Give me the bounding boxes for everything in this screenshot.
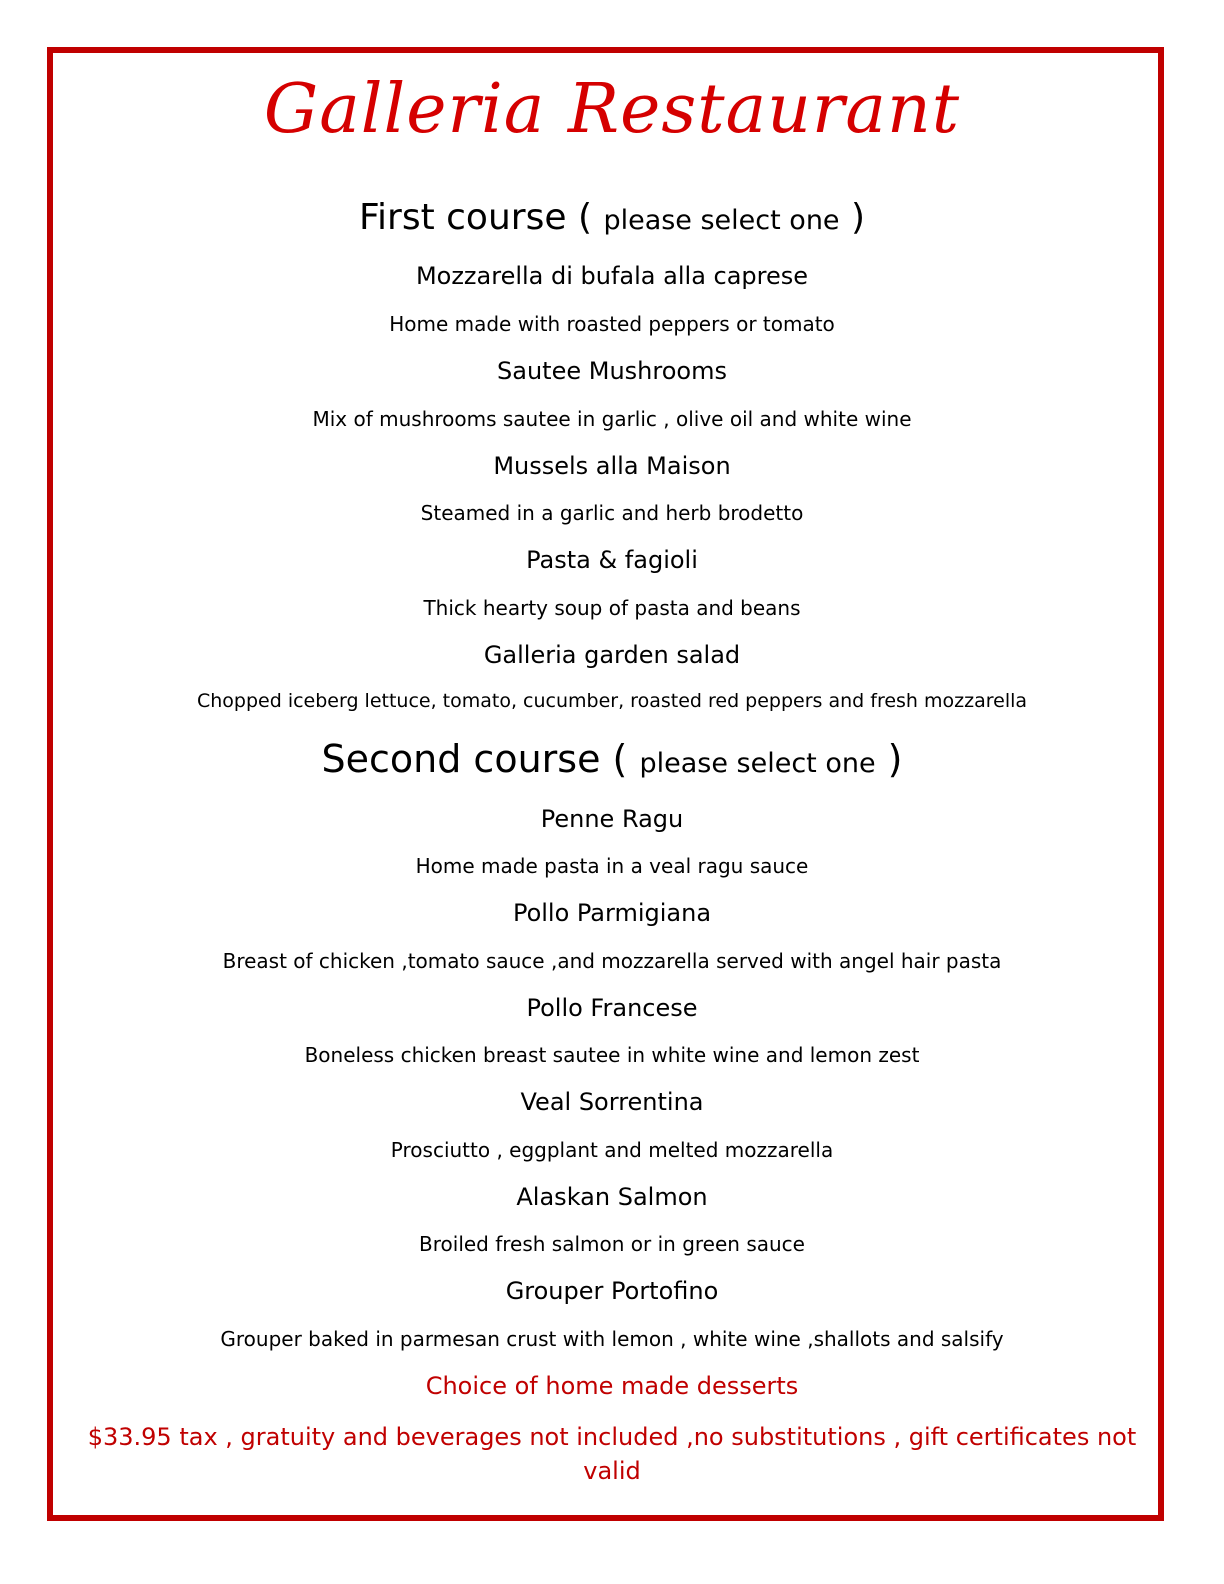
first-course-note: please select one <box>603 205 840 236</box>
second-course-item-description: Breast of chicken ,tomato sauce ,and mozzarella served with angel hair pasta <box>222 949 1002 973</box>
first-course-item-name: Mozzarella di bufala alla caprese <box>415 262 809 290</box>
second-course-item-name: Veal Sorrentina <box>520 1088 704 1116</box>
first-course-close-paren: ) <box>851 197 866 238</box>
second-course-heading-label: Second course <box>321 737 601 781</box>
second-course-item-description: Grouper baked in parmesan crust with lemon , white wine ,shallots and salsify <box>220 1327 1004 1351</box>
dessert-note: Choice of home made desserts <box>425 1372 799 1400</box>
second-course-item-name: Penne Ragu <box>540 805 684 833</box>
second-course-note: please select one <box>639 748 876 779</box>
second-course-heading <box>0 737 1224 783</box>
first-course-item-description: Steamed in a garlic and herb brodetto <box>420 501 804 525</box>
first-course-item-description: Chopped iceberg lettuce, tomato, cucumber, roasted red peppers and fresh mozzarella <box>196 690 1028 712</box>
second-course-item-description: Broiled fresh salmon or in green sauce <box>419 1232 805 1256</box>
first-course-item-name: Galleria garden salad <box>483 641 741 669</box>
price-note: $33.95 tax , gratuity and beverages not included ,no substitutions , gift certificates not valid <box>87 1423 1137 1485</box>
first-course-open-paren: ( <box>577 197 592 238</box>
second-course-item-name: Pollo Francese <box>526 994 698 1022</box>
first-course-item-name: Mussels alla Maison <box>493 452 731 480</box>
first-course-item-description: Mix of mushrooms sautee in garlic , olive oil and white wine <box>312 407 912 431</box>
second-course-item-description: Home made pasta in a veal ragu sauce <box>415 854 809 878</box>
first-course-item-description: Thick hearty soup of pasta and beans <box>423 596 801 620</box>
second-course-item-name: Pollo Parmigiana <box>512 899 712 927</box>
first-course-item-name: Pasta & fagioli <box>526 546 698 574</box>
second-course-item-description: Boneless chicken breast sautee in white wine and lemon zest <box>304 1043 920 1067</box>
first-course-item-name: Sautee Mushrooms <box>497 357 727 385</box>
first-course-heading <box>0 196 1224 239</box>
first-course-item-description: Home made with roasted peppers or tomato <box>389 312 835 336</box>
restaurant-title: Galleria Restaurant <box>263 70 961 149</box>
second-course-item-name: Grouper Portofino <box>505 1277 719 1305</box>
second-course-item-description: Prosciutto , eggplant and melted mozzarella <box>390 1138 834 1162</box>
second-course-open-paren: ( <box>612 737 628 781</box>
second-course-close-paren: ) <box>887 737 903 781</box>
first-course-heading-label: First course <box>358 197 567 238</box>
second-course-item-name: Alaskan Salmon <box>516 1183 708 1211</box>
